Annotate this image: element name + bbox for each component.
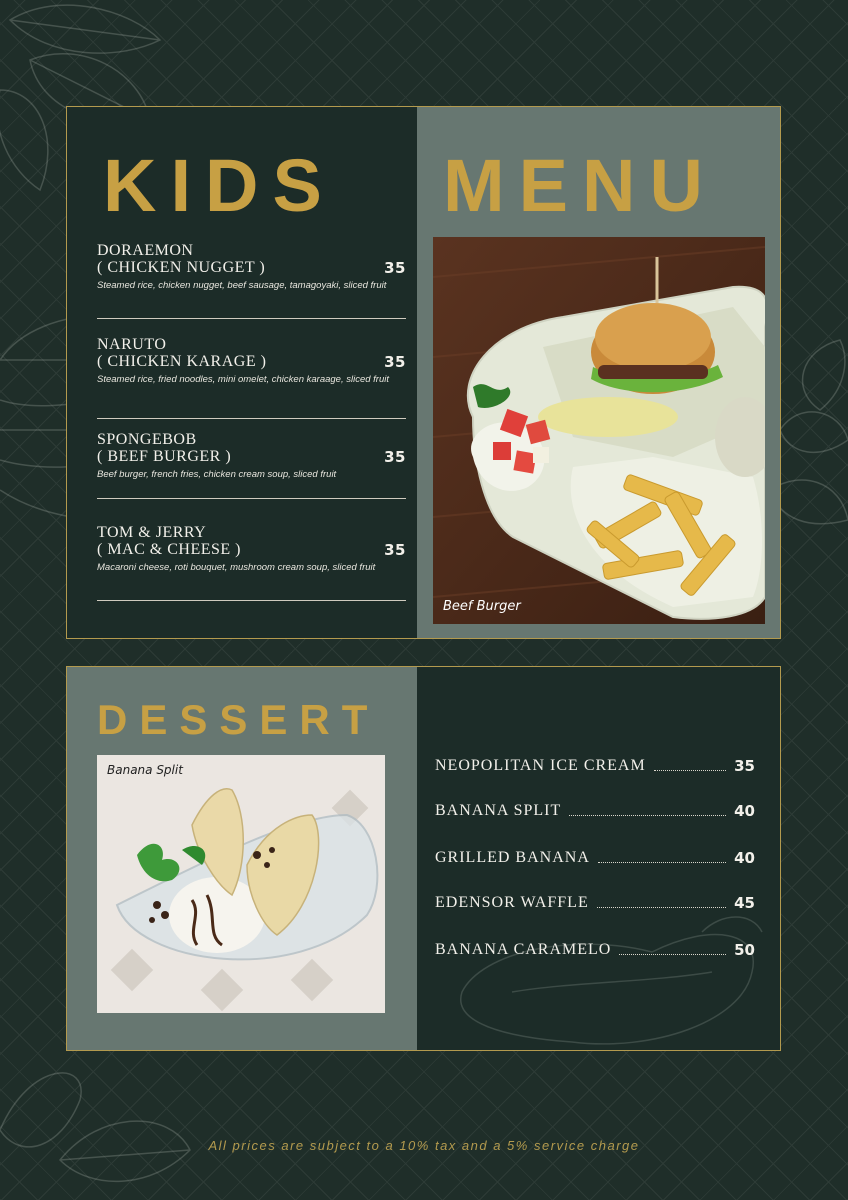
item-name: NEOPOLITAN ICE CREAM [435,757,646,774]
item-price: 35 [384,448,406,466]
dessert-item-neopolitan [435,755,755,775]
item-description: Steamed rice, chicken nugget, beef sausage, tamagoyaki, sliced fruit [97,280,387,291]
kids-menu-panel [66,106,781,639]
item-price: 35 [384,353,406,371]
item-name: GRILLED BANANA [435,849,590,866]
item-name: DORAEMON [97,242,194,259]
dotted-leader [569,815,726,816]
item-description: Steamed rice, fried noodles, mini omelet, chicken karaage, sliced fruit [97,374,389,385]
item-description: Beef burger, french fries, chicken cream soup, sliced fruit [97,469,337,480]
divider [97,318,406,319]
fruit-sketch [452,912,772,1052]
beef-burger-photo [433,237,765,624]
dessert-title: DESSERT [97,696,380,743]
item-name: BANANA SPLIT [435,802,562,819]
item-price: 40 [734,849,755,867]
kids-menu-item-naruto [97,336,406,386]
dessert-item-grilled-banana [435,847,755,867]
menu-title: MENU [443,144,717,227]
item-name: BANANA CARAMELO [435,941,612,958]
item-subtitle: ( CHICKEN NUGGET ) [97,259,266,276]
item-description: Macaroni cheese, roti bouquet, mushroom cream soup, sliced fruit [97,562,376,573]
kids-menu-item-doraemon [97,242,406,292]
item-price: 35 [384,541,406,559]
item-name: TOM & JERRY [97,524,207,541]
item-subtitle: ( BEEF BURGER ) [97,448,232,465]
item-subtitle: ( CHICKEN KARAGE ) [97,353,267,370]
item-price: 35 [384,259,406,277]
item-price: 50 [734,941,755,959]
item-price: 35 [734,757,755,775]
item-subtitle: ( MAC & CHEESE ) [97,541,241,558]
banana-split-photo [97,755,385,1013]
dessert-item-edensor-waffle [435,892,755,912]
photo-caption: Beef Burger [443,599,521,614]
kids-menu-item-spongebob [97,431,406,481]
item-name: EDENSOR WAFFLE [435,894,589,911]
kids-menu-item-tom-jerry [97,524,406,574]
divider [97,498,406,499]
dessert-item-banana-split [435,800,755,820]
item-price: 40 [734,802,755,820]
banana-split-illustration [97,755,385,1013]
dessert-panel [66,666,781,1051]
item-name: SPONGEBOB [97,431,197,448]
item-price: 45 [734,894,755,912]
leaf-sketch-bottom-left [0,1040,220,1200]
dotted-leader [598,862,726,863]
beef-burger-illustration [433,237,765,624]
item-name: NARUTO [97,336,167,353]
divider [97,600,406,601]
dotted-leader [597,907,726,908]
kids-title: KIDS [103,144,336,227]
photo-caption: Banana Split [107,763,183,777]
tax-service-note: All prices are subject to a 10% tax and a 5% service charge [208,1138,640,1153]
divider [97,418,406,419]
dotted-leader [654,770,726,771]
